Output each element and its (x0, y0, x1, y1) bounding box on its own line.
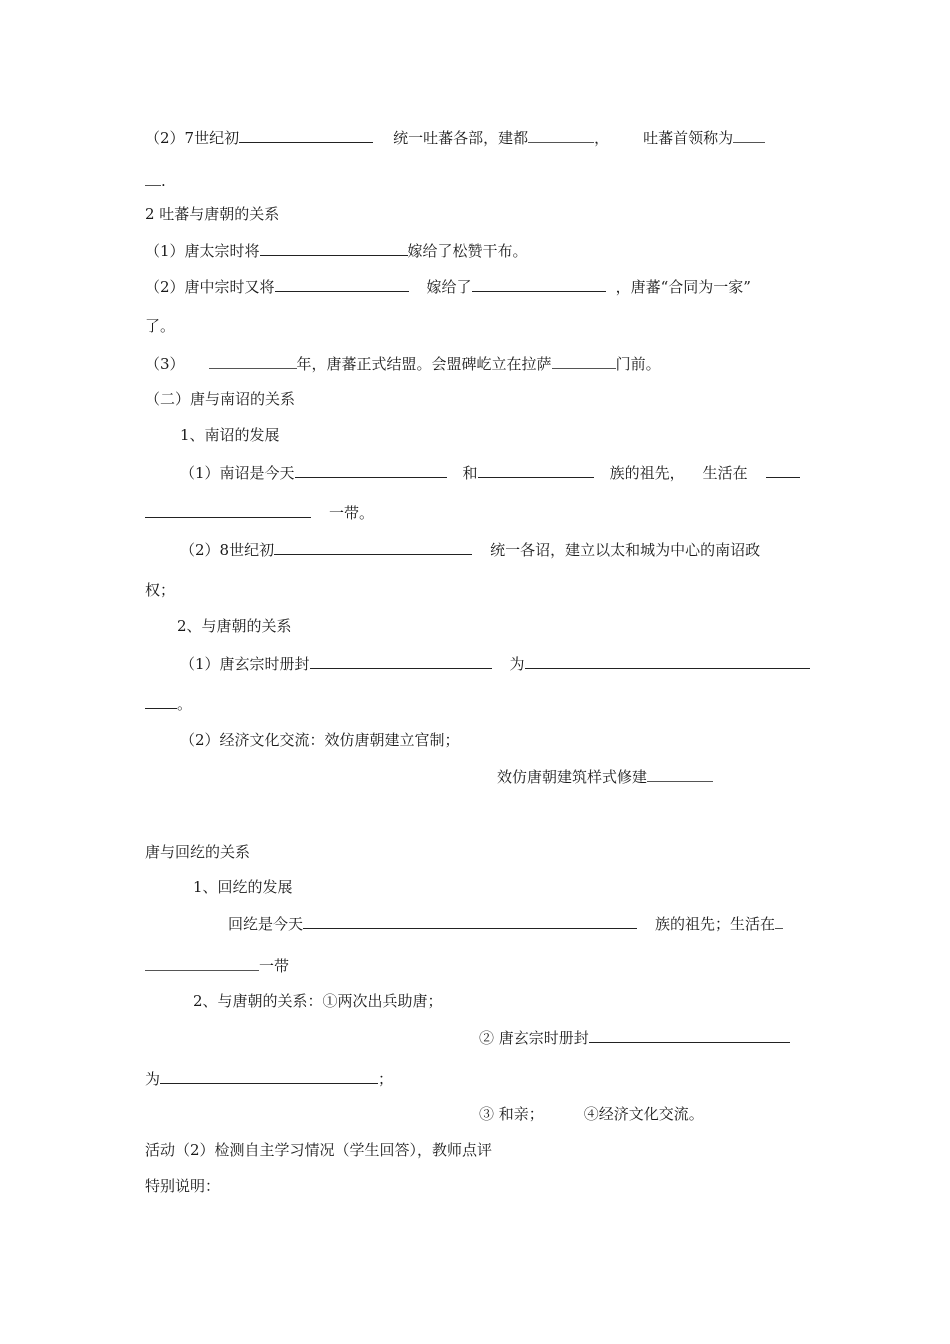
text: （2）8世纪初 (180, 541, 275, 559)
section-heading (145, 204, 279, 224)
text: 。 (177, 695, 193, 713)
subsection-heading (193, 877, 293, 897)
text: 生活在 (702, 464, 748, 482)
subsection-heading (180, 425, 280, 445)
line-continuation (145, 693, 192, 714)
blank-line (145, 170, 161, 186)
line-architecture (497, 766, 713, 787)
line-nanzhao-ancestors (180, 462, 800, 483)
line-nanzhao-unify (180, 539, 760, 560)
section-heading (145, 389, 295, 409)
text: ③ 和亲； (479, 1105, 544, 1123)
blank-line (145, 693, 177, 709)
blank-line (552, 353, 616, 369)
blank-line (525, 653, 810, 669)
text: 2 吐蕃与唐朝的关系 (145, 205, 280, 223)
blank-line (528, 127, 594, 143)
text: 活动（2）检测自主学习情况（学生回答），教师点评 (145, 1141, 493, 1159)
blank-line (733, 127, 765, 143)
blank-line (303, 913, 637, 929)
text: 嫁给了 (426, 278, 472, 296)
activity-line (145, 1140, 492, 1160)
line-huihe-confer (479, 1027, 790, 1048)
text: （1）南诏是今天 (180, 464, 295, 482)
line-continuation (145, 1068, 393, 1089)
text: 回纥是今天 (228, 915, 304, 933)
text: ； (378, 1070, 394, 1088)
text: 1、南诏的发展 (180, 426, 280, 444)
blank-line (478, 462, 594, 478)
text: 统一吐蕃各部，建都 (393, 129, 529, 147)
text: ② 唐玄宗时册封 (479, 1029, 589, 1047)
line-taizong (145, 240, 528, 261)
blank-line (766, 462, 800, 478)
line-continuation (145, 955, 289, 976)
blank-line (209, 353, 297, 369)
text: 嫁给了松赞干布。 (407, 242, 528, 260)
text: 2、与唐朝的关系 (177, 617, 292, 635)
text: （3） (145, 355, 185, 373)
text: 权； (145, 581, 176, 599)
text: 族的祖先；生活在 (655, 915, 776, 933)
line-xuanzong-confer (180, 653, 810, 674)
line-continuation (145, 316, 175, 336)
text: ④经济文化交流。 (583, 1105, 704, 1123)
line-continuation (145, 502, 374, 523)
line-heqin (479, 1104, 704, 1124)
text: 族的祖先， (609, 464, 685, 482)
text: 为 (145, 1070, 161, 1088)
text: 特别说明： (145, 1177, 221, 1195)
text: 和 (462, 464, 478, 482)
blank-line (310, 653, 492, 669)
blank-line (275, 276, 409, 292)
text: （二）唐与南诏的关系 (145, 390, 296, 408)
line-continuation (145, 170, 166, 191)
text: （1）唐太宗时将 (145, 242, 260, 260)
blank-line (145, 502, 311, 518)
text: 一带 (259, 957, 290, 975)
line-continuation (145, 580, 175, 600)
line-zhongzong (145, 276, 751, 297)
text: 效仿唐朝建筑样式修建 (497, 768, 648, 786)
text: 年，唐蕃正式结盟。会盟碑屹立在拉萨 (296, 355, 552, 373)
blank-line (239, 127, 373, 143)
line-huihe-ancestors (228, 913, 783, 934)
special-note (145, 1176, 220, 1196)
text: 了。 (145, 317, 176, 335)
text: 唐与回纥的关系 (145, 843, 251, 861)
subsection-heading (193, 991, 443, 1011)
blank-line (775, 913, 783, 929)
blank-line (274, 539, 472, 555)
blank-line (589, 1027, 790, 1043)
text: ，唐蕃“合同为一家” (615, 278, 751, 296)
text: （2）经济文化交流：效仿唐朝建立官制； (180, 731, 460, 749)
text: . (161, 172, 166, 190)
blank-line (295, 462, 447, 478)
text: （2）7世纪初 (145, 129, 240, 147)
line-exchange (180, 730, 460, 750)
blank-line (260, 240, 408, 256)
blank-line (647, 766, 713, 782)
text: 一带。 (329, 504, 375, 522)
subsection-heading (177, 616, 292, 636)
blank-line (160, 1068, 378, 1084)
text: 为 (509, 655, 525, 673)
line-alliance (145, 353, 661, 374)
line-tubo-unify (145, 127, 765, 148)
text: （2）唐中宗时又将 (145, 278, 275, 296)
text: 统一各诏，建立以太和城为中心的南诏政 (490, 541, 761, 559)
text: 1、回纥的发展 (193, 878, 293, 896)
section-heading (145, 842, 250, 862)
blank-line (472, 276, 606, 292)
text: （1）唐玄宗时册封 (180, 655, 310, 673)
text: 吐蕃首领称为 (643, 129, 734, 147)
text: ， (594, 129, 610, 147)
text: 门前。 (615, 355, 661, 373)
text: 2、与唐朝的关系：①两次出兵助唐； (193, 992, 443, 1010)
blank-line (145, 955, 259, 971)
